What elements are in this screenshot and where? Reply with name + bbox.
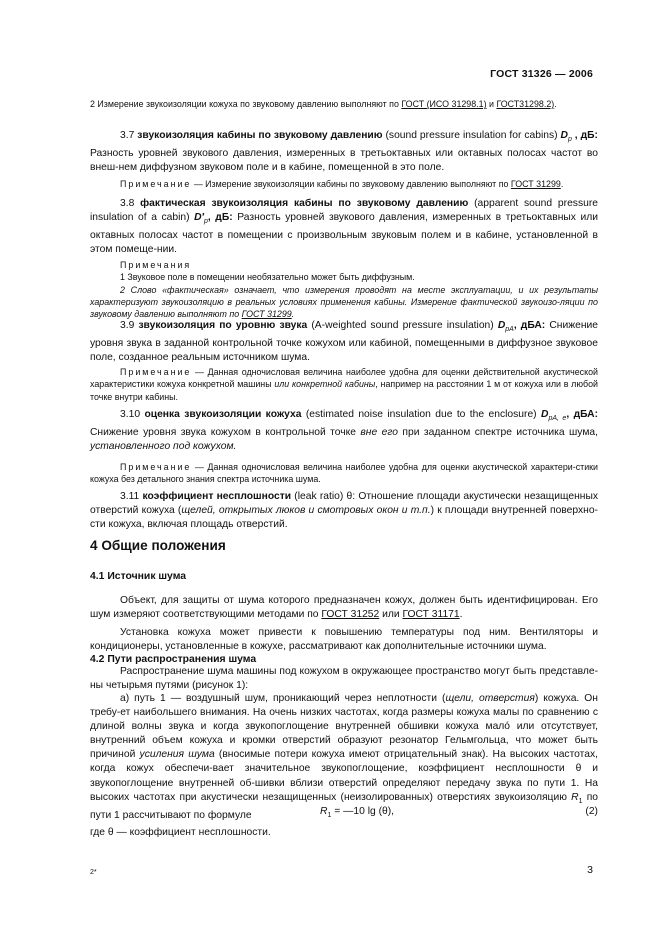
formula-2: $R_1$ = —10 lg (θ), (2) [320,806,598,820]
note-2: 2 Измерение звукоизоляции кожуха по звуковому давлению выполняют по ГОСТ (ИСО 31298.1) и ГОСТ31298.2). [90,99,557,109]
ref-link[interactable]: ГОСТ 31252 [321,609,380,621]
term: коэффициент несплошности [142,491,292,502]
footer-signature: 2* [90,869,97,876]
paragraph: Распространение шума машины под кожухом в окружающее пространство могут быть представле-ны четырьмя путями (рисунок 1): [90,666,598,692]
term: звукоизоляция по уровню звука [138,320,308,331]
page-number: 3 [587,864,593,876]
ref-link[interactable]: ГОСТ 31299 [241,309,292,320]
subsection-heading: 4.2 Пути распространения шума [90,654,257,665]
section-3-9: 3.9 звукоизоляция по уровню звука (A-weighted sound pressure insulation) $D_{pA}$, дБА: Снижение уровня звука в заданной контрольной точке кожухом или кабиной, помещенными в диффузное звуковое поле, созданное реальным источником шума. [90,320,598,364]
paragraph: Объект, для защиты от шума которого предназначен кожух, должен быть идентифицирован. Его шум измеряют соответствующими методами по ГОСТ 31252 или ГОСТ 31171. [90,595,598,621]
section-3-8: 3.8 фактическая звукоизоляция кабины по звуковому давлению (apparent sound pressure insulation of a cabin) $D'_p$, дБ: Разность уровней звукового давления, измеренных в третьоктавных или октавных полосах частот в помещении с произвольным звуковым полем и в кабине, установленной в этом помеще-нии. [90,198,598,256]
ref-link[interactable]: ГОСТ31298.2) [496,99,555,109]
document-header: ГОСТ 31326 — 2006 [490,68,593,80]
note-3-9: Примечание — Данная одночисловая величина наиболее удобна для оценки действительной акустической характеристики кожуха конкретной машины или конкретной кабины, например на расстоянии 1 м от кожуха или в любой точке внутри кабины. [90,367,598,402]
section-heading: 4 Общие положения [90,538,226,553]
paragraph: Установка кожуха может привести к повышению температуры под ним. Вентиляторы и кондиционеры, установленные в кожухе, рассматривают как дополнительные источники шума. [90,627,598,653]
section-3-11: 3.11 коэффициент несплошности (leak ratio) θ: Отношение площади акустически незащищенных отверстий кожуха (щелей, открытых люков и смотровых окон и т.п.) к площади внутренней поверхно-сти кожуха, включая площадь отверстий. [90,491,599,531]
formula-number: (2) [585,806,598,817]
ref-link[interactable]: ГОСТ 31171 [402,609,460,621]
ref-link[interactable]: ГОСТ (ИСО 31298.1) [401,99,487,109]
section-3-10: 3.10 оценка звукоизоляции кожуха (estimated noise insulation due to the enclosure) $D_{pA, e}$, дБА: Снижение уровня звука кожухом в контрольной точке вне его при заданном спектре источника шума, установленного под кожухом. [90,409,598,453]
ref-link[interactable]: ГОСТ 31299 [510,179,561,189]
section-3-7: 3.7 звукоизоляция кабины по звуковому давлению (sound pressure insulation for cabins) $D_p$ , дБ: Разность уровней звукового давления, измеренных в третьоктавных или октавных полосах частот во внеш-нем диффузном звуковом поле и в кабине, помещенной в это поле. [90,130,598,174]
formula-explanation: где θ — коэффициент несплошности. [90,827,271,838]
note-3-10: Примечание — Данная одночисловая величина наиболее удобна для оценки акустической характери-стики кожуха без детального знания спектра источника шума. [90,462,598,485]
subsection-heading: 4.1 Источник шума [90,571,187,582]
term: оценка звукоизоляции кожуха [144,409,302,420]
notes-3-8: Примечания 1 Звуковое поле в помещении необязательно может быть диффузным. 2 Слово «фактическая» означает, что измерения проводят на месте эксплуатации, и их результаты характеризуют звукоизоляцию в реальных условиях применения кабины. Измерение фактической звукоизо-ляции по звуковому давлению выполняют по ГОСТ 31299. [90,260,598,320]
term: звукоизоляция кабины по звуковому давлению [137,130,383,141]
term: фактическая звукоизоляция кабины по звуковому давлению [140,198,469,209]
paragraph-path-1: а) путь 1 — воздушный шум, проникающий через неплотности (щели, отверстия) кожуха. Он требу-ет наибольшего внимания. На очень низких частотах, когда размеры кожуха малы по сравнению с длиной волны звука и когда звукопоглощение внутренней обшивки кожуха малó или отсутствует, внутренний объем кожуха и кромки отверстий образуют резонатор Гельмгольца, что может быть причиной усиления шума (вносимые потери кожуха имеют отрицательный знак). На высоких частотах, когда кожух обеспечи-вает значительное звукопоглощение, коэффициент несплошности θ и звукопоглощение внутренней об-шивки вблизи отверстий определяют передачу звука по пути 1. На высоких частотах при акустически незащищенных (неизолированных) отверстиях звукоизоляцию $R_1$ по пути 1 рассчитывают по формуле [90,693,599,821]
note-3-7: Примечание — Измерение звукоизоляции кабины по звуковому давлению выполняют по ГОСТ 31299. [120,179,564,189]
